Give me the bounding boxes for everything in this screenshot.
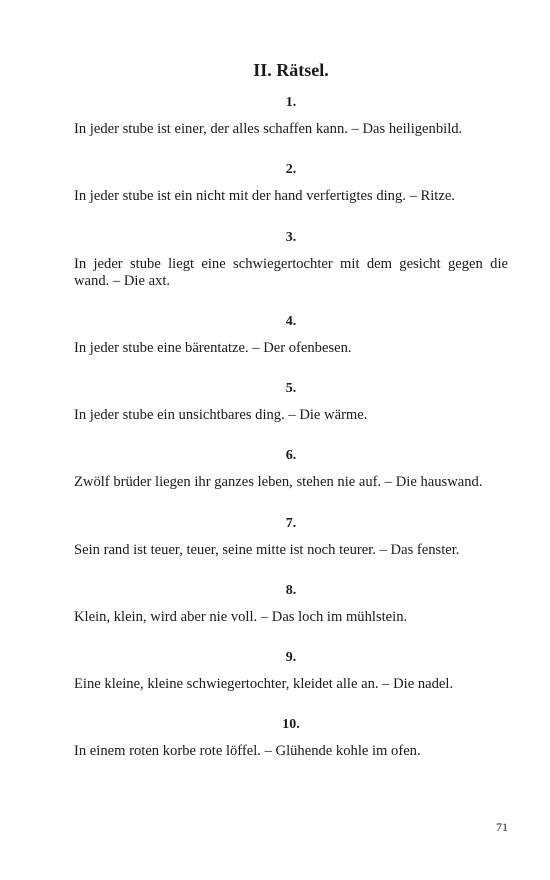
section-title: II. Rätsel. — [253, 60, 329, 80]
riddle-number: 7. — [285, 516, 297, 531]
riddle-number: 8. — [285, 583, 297, 598]
riddle-item — [74, 94, 508, 138]
riddle-text: In einem roten korbe rote löffel. – Glühende kohle im ofen. — [74, 743, 421, 759]
riddle-item — [74, 447, 508, 491]
riddle-number: 5. — [285, 381, 297, 396]
riddle-item — [74, 161, 508, 205]
riddle-number: 3. — [285, 230, 297, 245]
riddle-item — [74, 229, 508, 290]
riddle-text: In jeder stube eine bärentatze. – Der ofenbesen. — [74, 340, 352, 356]
riddle-number: 2. — [285, 162, 297, 177]
riddle-text: In jeder stube liegt eine schwiegertochter mit dem gesicht gegen die wand. – Die axt. — [74, 256, 508, 289]
riddle-item — [74, 380, 508, 424]
riddle-text: In jeder stube ein unsichtbares ding. – Die wärme. — [74, 407, 368, 423]
riddle-text: Klein, klein, wird aber nie voll. – Das loch im mühlstein. — [74, 609, 408, 625]
riddle-text: In jeder stube ist einer, der alles schaffen kann. – Das heiligenbild. — [74, 121, 463, 137]
riddle-text: Sein rand ist teuer, teuer, seine mitte ist noch teurer. – Das fenster. — [74, 542, 460, 558]
riddle-number: 6. — [285, 448, 297, 463]
page-body — [74, 0, 508, 880]
riddle-item — [74, 716, 508, 760]
page-number: 71 — [496, 820, 508, 834]
riddle-number: 9. — [285, 650, 297, 665]
riddle-number: 1. — [285, 95, 297, 110]
riddle-number: 10. — [282, 717, 300, 732]
riddle-item — [74, 582, 508, 626]
riddle-text: Zwölf brüder liegen ihr ganzes leben, stehen nie auf. – Die hauswand. — [74, 474, 483, 490]
riddle-item — [74, 313, 508, 357]
riddle-text: Eine kleine, kleine schwiegertochter, kleidet alle an. – Die nadel. — [74, 676, 454, 692]
riddle-item — [74, 515, 508, 559]
riddle-item — [74, 649, 508, 693]
riddle-number: 4. — [285, 314, 297, 329]
riddle-text: In jeder stube ist ein nicht mit der hand verfertigtes ding. – Ritze. — [74, 188, 455, 204]
